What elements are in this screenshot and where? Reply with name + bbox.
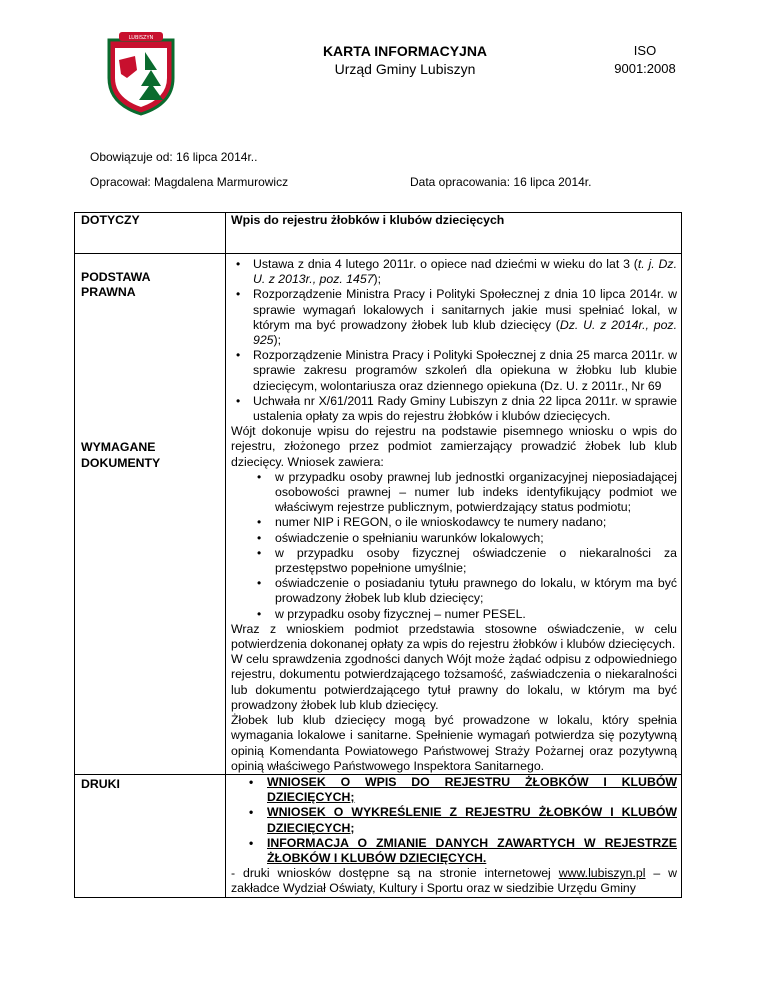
legal-item: • Ustawa z dnia 4 lutego 2011r. o opiece nad dziećmi w wieku do lat 3 (t. j. Dz. U. z 2013r., poz. 1457); xyxy=(253,257,677,287)
municipality-coat-of-arms xyxy=(105,30,177,116)
docs-paragraph: W celu sprawdzenia zgodności danych Wójt może żądać odpisu z odpowiedniego rejestru, dokumentu potwierdzającego tożsamość, zaświadczenia o niekaralności lub dokumentu potwierdzającego tytuł prawny do lokalu, w którym ma być prowadzony żłobek lub klub dziecięcy. xyxy=(231,652,677,712)
forms-list xyxy=(231,775,677,866)
forms-note: - druki wniosków dostępne są na stronie internetowej www.lubiszyn.pl – w zakładce Wydział Oświaty, Kultury i Sportu oraz w siedzibie Urzędu Gminy xyxy=(231,866,677,896)
docs-intro: Wójt dokonuje wpisu do rejestru na podstawie pisemnego wniosku o wpis do rejestru, złożonego przez podmiot zamierzający prowadzić żłobek lub klub dziecięcy. Wniosek zawiera: xyxy=(231,424,677,469)
docs-paragraph: Żłobek lub klub dziecięcy mogą być prowadzone w lokalu, który spełnia wymagania lokalowe i sanitarne. Spełnienie wymagań potwierdza się pozytywną opinią Komendanta Powiatowego Państwowej Straży Pożarnej oraz pozytywną opinią właściwego Państwowego Inspektora Sanitarnego. xyxy=(231,713,677,773)
prepared-date: Data opracowania: 16 lipca 2014r. xyxy=(410,175,592,189)
forms-cell xyxy=(226,774,682,897)
info-table xyxy=(74,212,682,898)
form-link-deregistration[interactable]: • WNIOSEK O WYKREŚLENIE Z REJESTRU ŻŁOBKÓW I KLUBÓW DZIECIĘCYCH; xyxy=(267,805,677,835)
concerns-label: DOTYCZY xyxy=(75,213,226,254)
docs-label-1: WYMAGANE xyxy=(81,440,156,455)
logo-text: LUBISZYN xyxy=(128,35,154,41)
legal-item: • Rozporządzenie Ministra Pracy i Polityki Społecznej z dnia 25 marca 2011r. w sprawie zakresu programów szkoleń dla opiekuna w żłobku lub klubie dziecięcym, wolontariusza oraz dziennego opiekuna (Dz. U. z 2011r., Nr 69 xyxy=(253,348,677,394)
form-link-data-change[interactable]: • INFORMACJA O ZMIANIE DANYCH ZAWARTYCH W REJESTRZE ŻŁOBKÓW I KLUBÓW DZIECIĘCYCH. xyxy=(267,836,677,866)
iso-number: 9001:2008 xyxy=(614,61,676,76)
legal-label-1: PODSTAWA xyxy=(81,270,151,284)
document-item: • numer NIP i REGON, o ile wnioskodawcy te numery nadano; xyxy=(275,515,677,530)
docs-label-2: DOKUMENTY xyxy=(81,455,161,470)
row-forms xyxy=(75,774,682,897)
office-name: Urząd Gminy Lubiszyn xyxy=(334,61,476,77)
row-main xyxy=(75,254,682,775)
document-item: • oświadczenie o posiadaniu tytułu prawnego do lokalu, w którym ma być prowadzony żłobek lub klub dziecięcy; xyxy=(275,576,677,606)
valid-from: Obowiązuje od: 16 lipca 2014r.. xyxy=(90,150,258,164)
document-title: KARTA INFORMACYJNA xyxy=(322,43,488,59)
legal-basis-list xyxy=(231,257,677,424)
required-documents-list xyxy=(231,470,677,622)
docs-paragraph: Wraz z wnioskiem podmiot przedstawia stosowne oświadczenie, w celu potwierdzenia dokonanej opłaty za wpis do rejestru żłobków i klubów dziecięcych. xyxy=(231,621,677,652)
prepared-by: Opracował: Magdalena Marmurowicz xyxy=(90,175,289,189)
document-item: • w przypadku osoby fizycznej oświadczenie o niekaralności za przestępstwo popełnione umyślnie; xyxy=(275,546,677,576)
legal-item: • Uchwała nr X/61/2011 Rady Gminy Lubiszyn z dnia 22 lipca 2011r. w sprawie ustalenia opłaty za wpis do rejestru żłobków i klubów dziecięcych. xyxy=(253,394,677,424)
document-item: • oświadczenie o spełnianiu warunków lokalowych; xyxy=(275,531,677,546)
legal-item: • Rozporządzenie Ministra Pracy i Polityki Społecznej z dnia 10 lipca 2014r. w sprawie wymagań lokalowych i sanitarnych jakie musi spełniać lokal, w którym ma być prowadzony żłobek lub klub dziecięcy (Dz. U. z 2014r., poz. 925); xyxy=(253,287,677,348)
document-item: • w przypadku osoby fizycznej – numer PESEL. xyxy=(275,607,677,622)
legal-label-2: PRAWNA xyxy=(81,285,136,300)
labels-cell xyxy=(75,254,226,775)
iso-label: ISO xyxy=(633,43,657,58)
concerns-title: Wpis do rejestru żłobków i klubów dziecięcych xyxy=(226,213,682,254)
content-cell xyxy=(226,254,682,775)
row-concerns xyxy=(75,213,682,254)
document-item: • w przypadku osoby prawnej lub jednostki organizacyjnej nieposiadającej osobowości prawnej – numer lub indeks identyfikujący podmiot we właściwym rejestrze publicznym, potwierdzający status podmiotu; xyxy=(275,470,677,516)
iso-badge xyxy=(590,42,700,78)
website-link[interactable]: www.lubiszyn.pl xyxy=(558,866,646,881)
document-header xyxy=(290,42,520,78)
forms-label: DRUKI xyxy=(75,774,226,897)
form-link-registration[interactable]: • WNIOSEK O WPIS DO REJESTRU ŻŁOBKÓW I KLUBÓW DZIECIĘCYCH; xyxy=(267,775,677,805)
